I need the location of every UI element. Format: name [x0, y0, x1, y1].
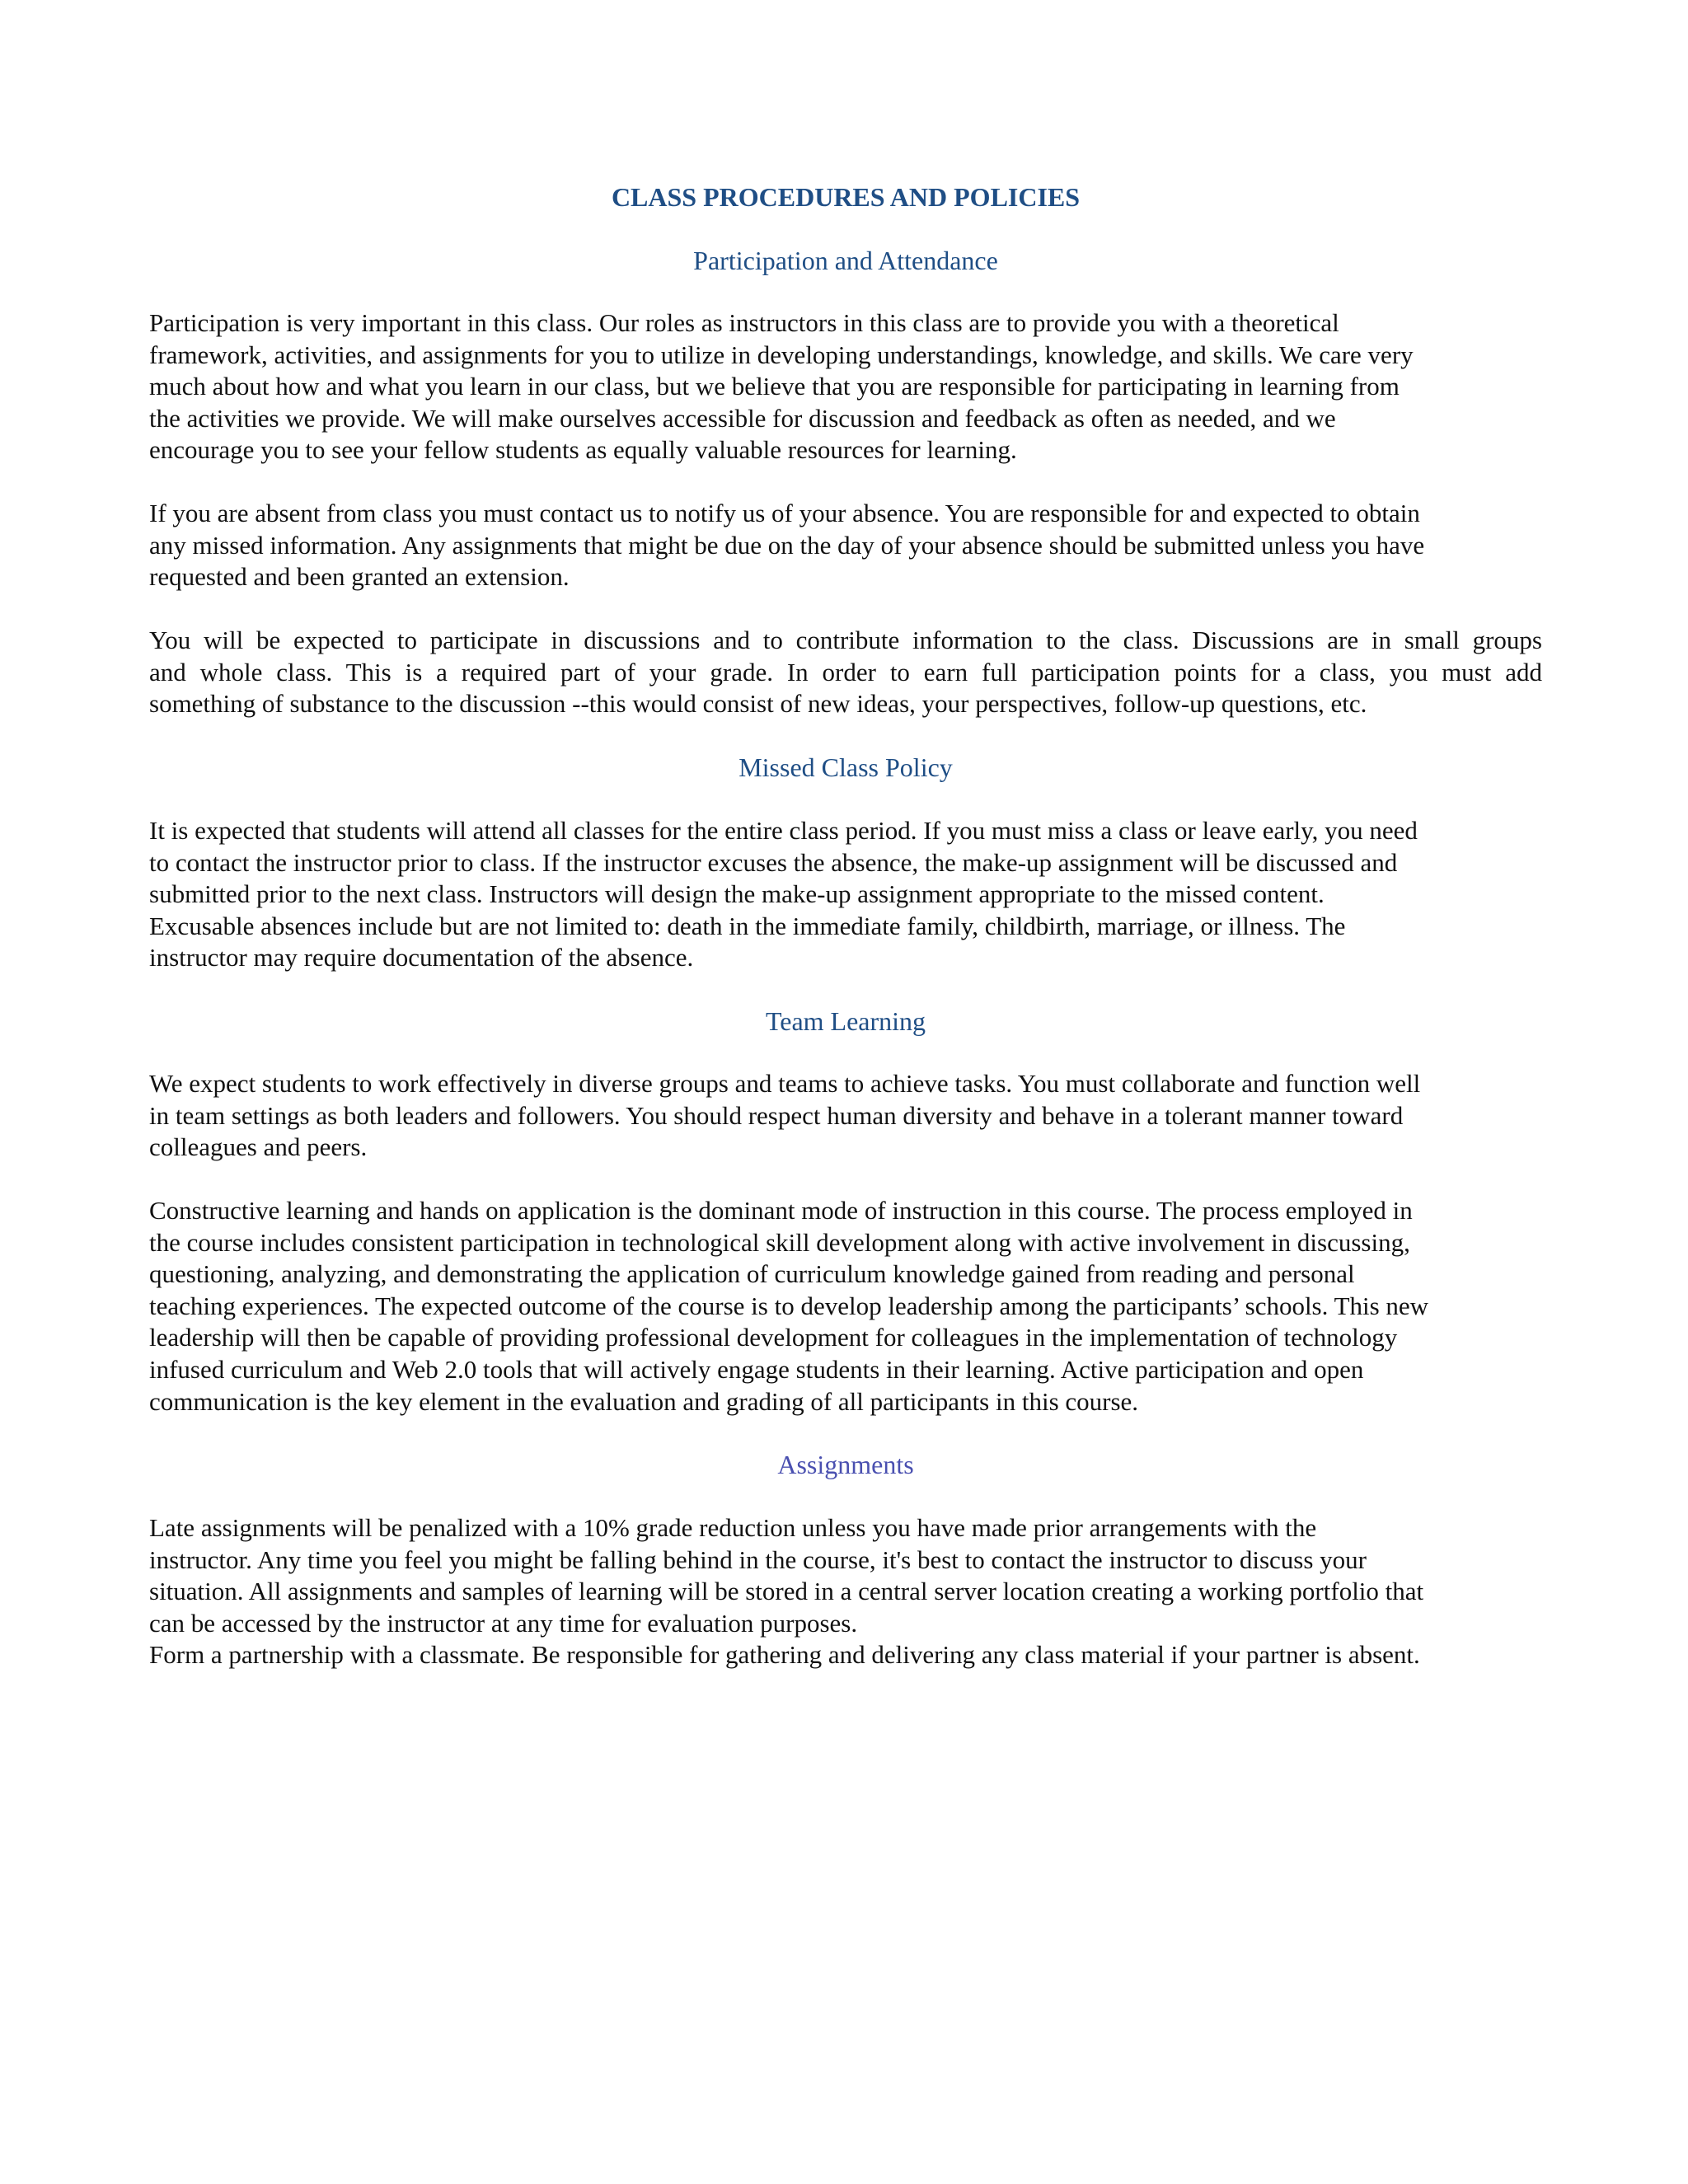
paragraph-absence	[149, 498, 1542, 593]
document-title: CLASS PROCEDURES AND POLICIES	[611, 182, 1081, 212]
text-line: submitted prior to the next class. Instructors will design the make-up assignment appropriate to the missed content.	[149, 879, 1325, 909]
paragraph-missed-class	[149, 815, 1542, 974]
section-heading-assignments: Assignments	[777, 1450, 914, 1479]
text-line: We expect students to work effectively in diverse groups and teams to achieve tasks. You must collaborate and function well	[149, 1069, 1421, 1098]
text-line: Excusable absences include but are not limited to: death in the immediate family, childbirth, marriage, or illness. The	[149, 911, 1346, 940]
text-line: leadership will then be capable of providing professional development for colleagues in the implementation of technology	[149, 1323, 1398, 1352]
text-line: Participation is very important in this class. Our roles as instructors in this class are to provide you with a theoretical	[149, 308, 1339, 337]
text-line: Constructive learning and hands on application is the dominant mode of instruction in this course. The process employed in	[149, 1196, 1413, 1225]
paragraph-assignments	[149, 1512, 1542, 1671]
text-line: something of substance to the discussion --this would consist of new ideas, your perspectives, follow-up questions, etc.	[149, 689, 1367, 719]
text-line: the course includes consistent participation in technological skill development along with active involvement in discussing,	[149, 1227, 1410, 1257]
section-heading-missed-class: Missed Class Policy	[738, 752, 953, 782]
text-line: Form a partnership with a classmate. Be responsible for gathering and delivering any class material if your partner is absent.	[149, 1640, 1420, 1670]
paragraph-participation-importance	[149, 307, 1542, 466]
text-line: and whole class. This is a required part of your grade. In order to earn full participation points for a class, you must add	[149, 657, 1542, 687]
text-line: the activities we provide. We will make ourselves accessible for discussion and feedback as often as needed, and we	[149, 403, 1336, 433]
text-line: communication is the key element in the evaluation and grading of all participants in this course.	[149, 1386, 1139, 1416]
text-line: instructor may require documentation of the absence.	[149, 943, 694, 972]
text-line: infused curriculum and Web 2.0 tools that will actively engage students in their learning. Active participation and open	[149, 1354, 1364, 1384]
text-line: in team settings as both leaders and followers. You should respect human diversity and behave in a tolerant manner toward	[149, 1100, 1404, 1130]
text-line: If you are absent from class you must contact us to notify us of your absence. You are responsible for and expected to obtain	[149, 499, 1420, 527]
text-line: It is expected that students will attend all classes for the entire class period. If you must miss a class or leave early, you need	[149, 816, 1418, 845]
text-line: colleagues and peers.	[149, 1132, 368, 1162]
section-heading-participation: Participation and Attendance	[693, 246, 998, 275]
paragraph-teamwork	[149, 1068, 1542, 1164]
paragraph-constructive-learning	[149, 1195, 1542, 1418]
text-line: You will be expected to participate in discussions and to contribute information to the class. Discussions are in small groups	[149, 626, 1542, 654]
text-line: framework, activities, and assignments for you to utilize in developing understandings, knowledge, and skills. We care very	[149, 340, 1414, 369]
text-line: to contact the instructor prior to class. If the instructor excuses the absence, the make-up assignment will be discussed and	[149, 847, 1398, 877]
text-line: situation. All assignments and samples of learning will be stored in a central server location creating a working portfolio that	[149, 1577, 1424, 1606]
section-heading-team-learning: Team Learning	[765, 1006, 926, 1036]
text-line: much about how and what you learn in our class, but we believe that you are responsible for participating in learning from	[149, 372, 1400, 401]
text-line: requested and been granted an extension.	[149, 562, 570, 592]
text-line: can be accessed by the instructor at any time for evaluation purposes.	[149, 1608, 858, 1638]
text-line: questioning, analyzing, and demonstrating the application of curriculum knowledge gained from reading and personal	[149, 1259, 1355, 1289]
paragraph-discussions	[149, 625, 1542, 720]
text-line: encourage you to see your fellow students as equally valuable resources for learning.	[149, 435, 1017, 465]
text-line: any missed information. Any assignments that might be due on the day of your absence should be submitted unless you have	[149, 530, 1425, 560]
text-line: instructor. Any time you feel you might be falling behind in the course, it's best to contact the instructor to discuss your	[149, 1544, 1367, 1574]
text-line: Late assignments will be penalized with a 10% grade reduction unless you have made prior arrangements with the	[149, 1513, 1317, 1542]
text-line: teaching experiences. The expected outcome of the course is to develop leadership among the participants’ schools. This new	[149, 1291, 1429, 1320]
